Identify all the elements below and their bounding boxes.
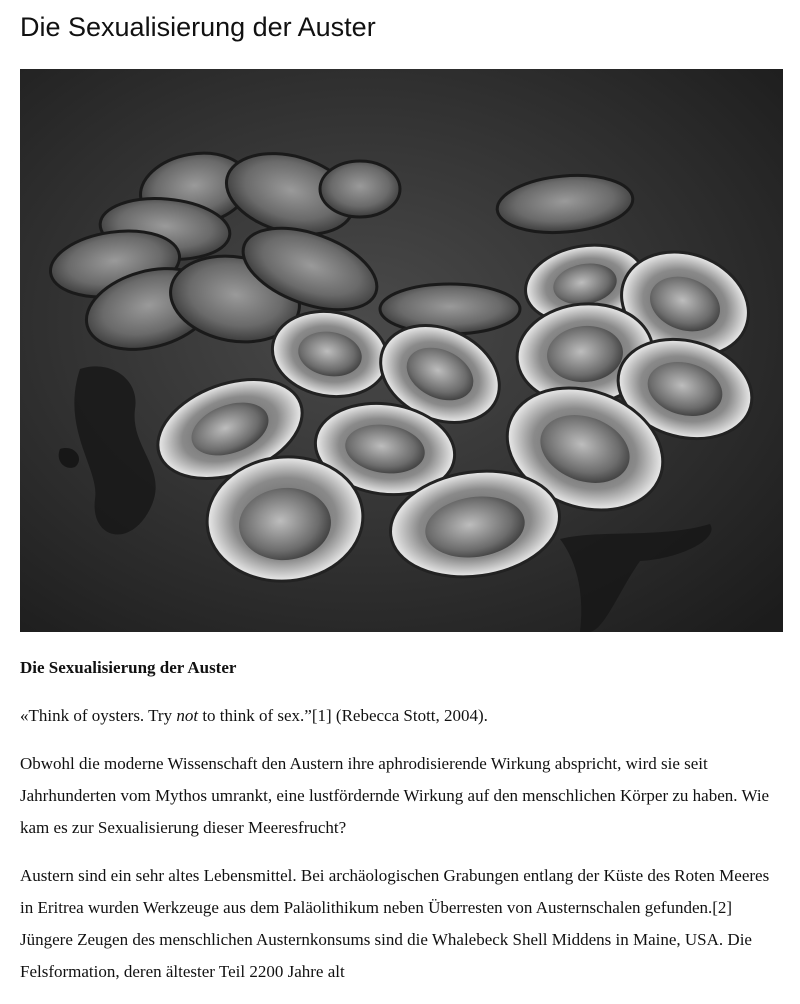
intro-quote — [20, 700, 783, 732]
quote-text-start: «Think of oysters. Try — [20, 706, 177, 725]
paragraph: Austern sind ein sehr altes Lebensmittel. Bei archäologischen Grabungen entlang der Küste des Roten Meeres in Eritrea wurden Werkzeuge aus dem Paläolithikum neben Überresten von Austernschalen gefunden.[2] Jüngere Zeugen des menschlichen Austernkonsums sind die Whalebeck Shell Middens in Maine, USA. Die Felsformation, deren ältester Teil 2200 Jahre alt — [20, 866, 770, 981]
paragraph: Obwohl die moderne Wissenschaft den Austern ihre aphrodisierende Wirkung abspricht, wird sie seit Jahrhunderten vom Mythos umrankt, eine lustfördernde Wirkung auf den menschlichen Körper zu haben. Wie kam es zur Sexualisierung dieser Meeresfrucht? — [20, 754, 770, 837]
quote-text-end: to think of sex.”[1] (Rebecca Stott, 2004). — [198, 706, 488, 725]
article-body — [20, 652, 783, 1004]
oyster-photo — [20, 69, 783, 632]
oyster-illustration — [20, 69, 783, 632]
article-subheading: Die Sexualisierung der Auster — [20, 658, 237, 677]
page-title: Die Sexualisierung der Auster — [20, 12, 376, 42]
quote-emphasis: not — [176, 706, 199, 725]
